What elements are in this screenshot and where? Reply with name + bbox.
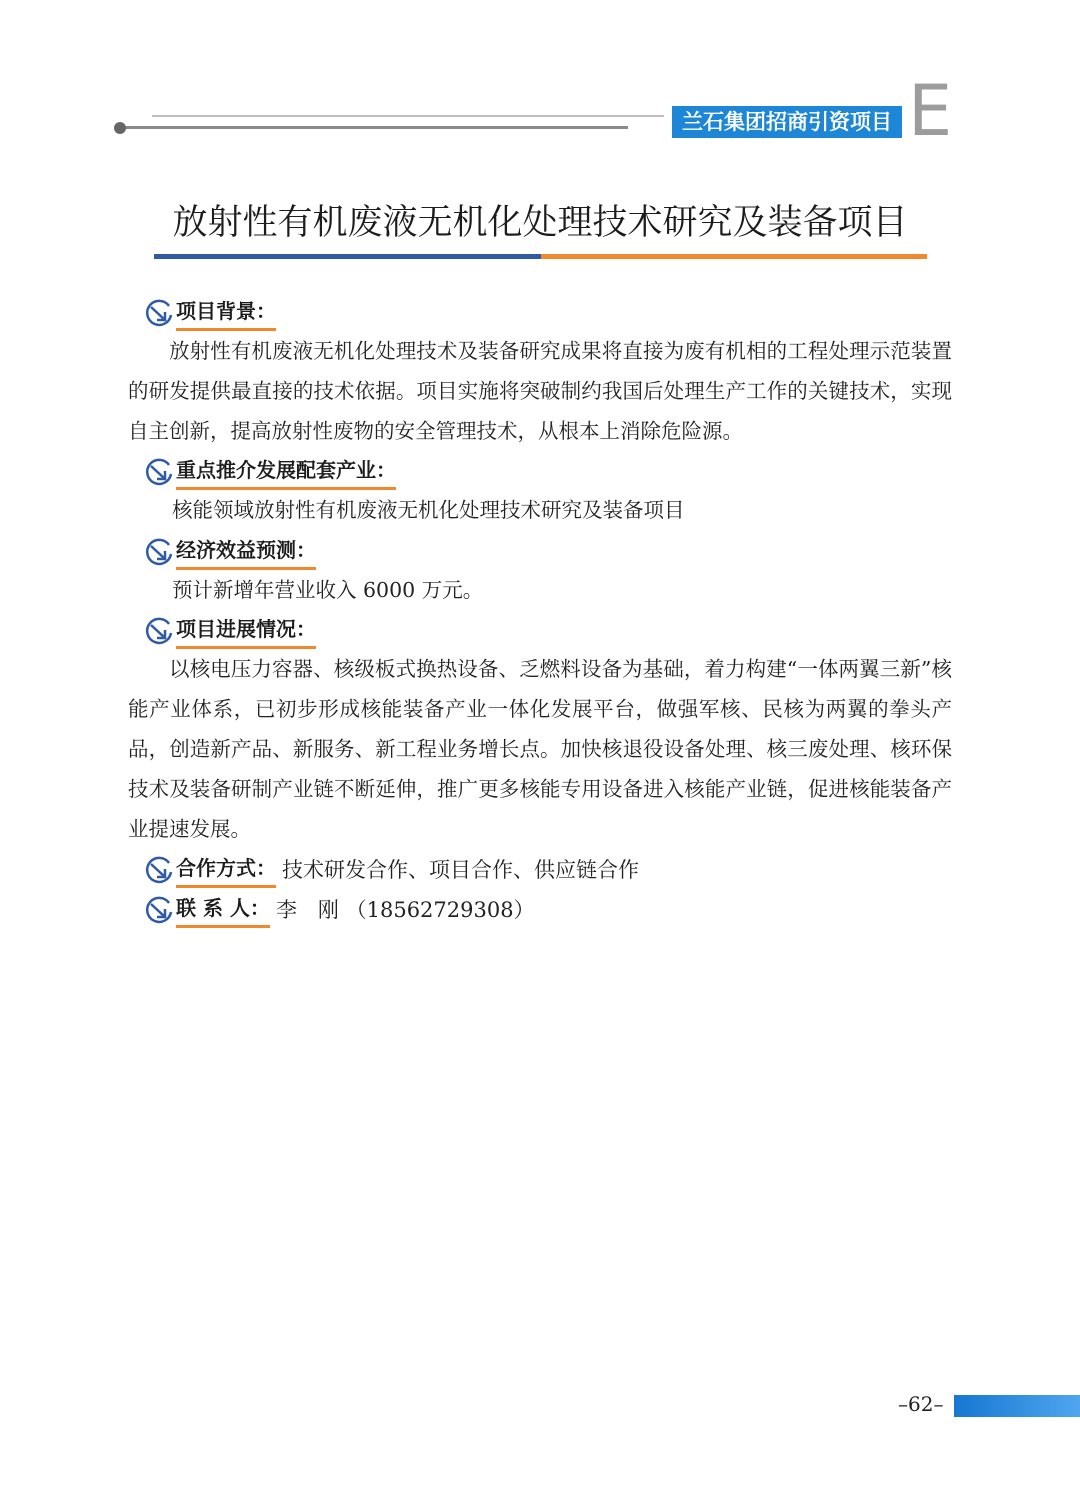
page-number: –62– [898, 1392, 944, 1416]
section-cooperation-label: 合作方式： [176, 853, 276, 888]
section-progress-text: 以核电压力容器、核级板式换热设备、乏燃料设备为基础，着力构建“一体两翼三新”核能产业体系，已初步形成核能装备产业一体化发展平台，做强军核、民核为两翼的拳头产品，创造新产品、新服务、新工程业务增长点。加快核退役设备处理、核三废处理、核环保技术及装备研制产业链不断延伸，推广更多核能专用设备进入核能产业链，促进核能装备产业提速发展。 [128, 657, 952, 841]
arrow-circle-icon [144, 855, 174, 885]
section-benefit-label: 经济效益预测： [176, 535, 316, 570]
header-rule-upper [152, 115, 664, 117]
title-underline-orange [541, 254, 927, 259]
arrow-circle-icon [144, 895, 174, 925]
header-rule [120, 126, 628, 129]
arrow-circle-icon [144, 457, 174, 487]
arrow-circle-icon [144, 616, 174, 646]
section-industry-label: 重点推介发展配套产业： [176, 455, 396, 490]
section-cooperation-heading [144, 853, 639, 887]
section-background-text: 放射性有机废液无机化处理技术及装备研究成果将直接为废有机相的工程处理示范装置的研发提供最直接的技术依据。项目实施将突破制约我国后处理生产工作的关键技术，实现自主创新，提高放射性废物的安全管理技术，从根本上消除危险源。 [128, 339, 952, 443]
section-progress-label: 项目进展情况： [176, 614, 316, 649]
section-contact-value: 李 刚 （18562729308） [275, 898, 535, 922]
footer-bar [954, 1395, 1080, 1417]
page-title: 放射性有机废液无机化处理技术研究及装备项目 [172, 203, 908, 243]
arrow-circle-icon [144, 537, 174, 567]
title-underline-blue [154, 254, 541, 259]
arrow-circle-icon [144, 298, 174, 328]
section-background-heading [144, 296, 276, 330]
header-dot [114, 122, 126, 134]
section-industry-heading [144, 455, 396, 489]
header-section-letter: E [908, 70, 953, 152]
section-background-label: 项目背景： [176, 296, 276, 331]
section-industry-text: 核能领域放射性有机废液无机化处理技术研究及装备项目 [172, 498, 685, 522]
section-benefit-heading [144, 535, 316, 569]
section-progress-heading [144, 614, 316, 648]
section-contact-label: 联 系 人： [176, 893, 270, 928]
section-cooperation-value: 技术研发合作、项目合作、供应链合作 [282, 858, 639, 882]
section-benefit-text: 预计新增年营业收入 6000 万元。 [172, 578, 484, 602]
header-badge: 兰石集团招商引资项目 [672, 106, 902, 138]
section-contact-heading [144, 893, 535, 927]
